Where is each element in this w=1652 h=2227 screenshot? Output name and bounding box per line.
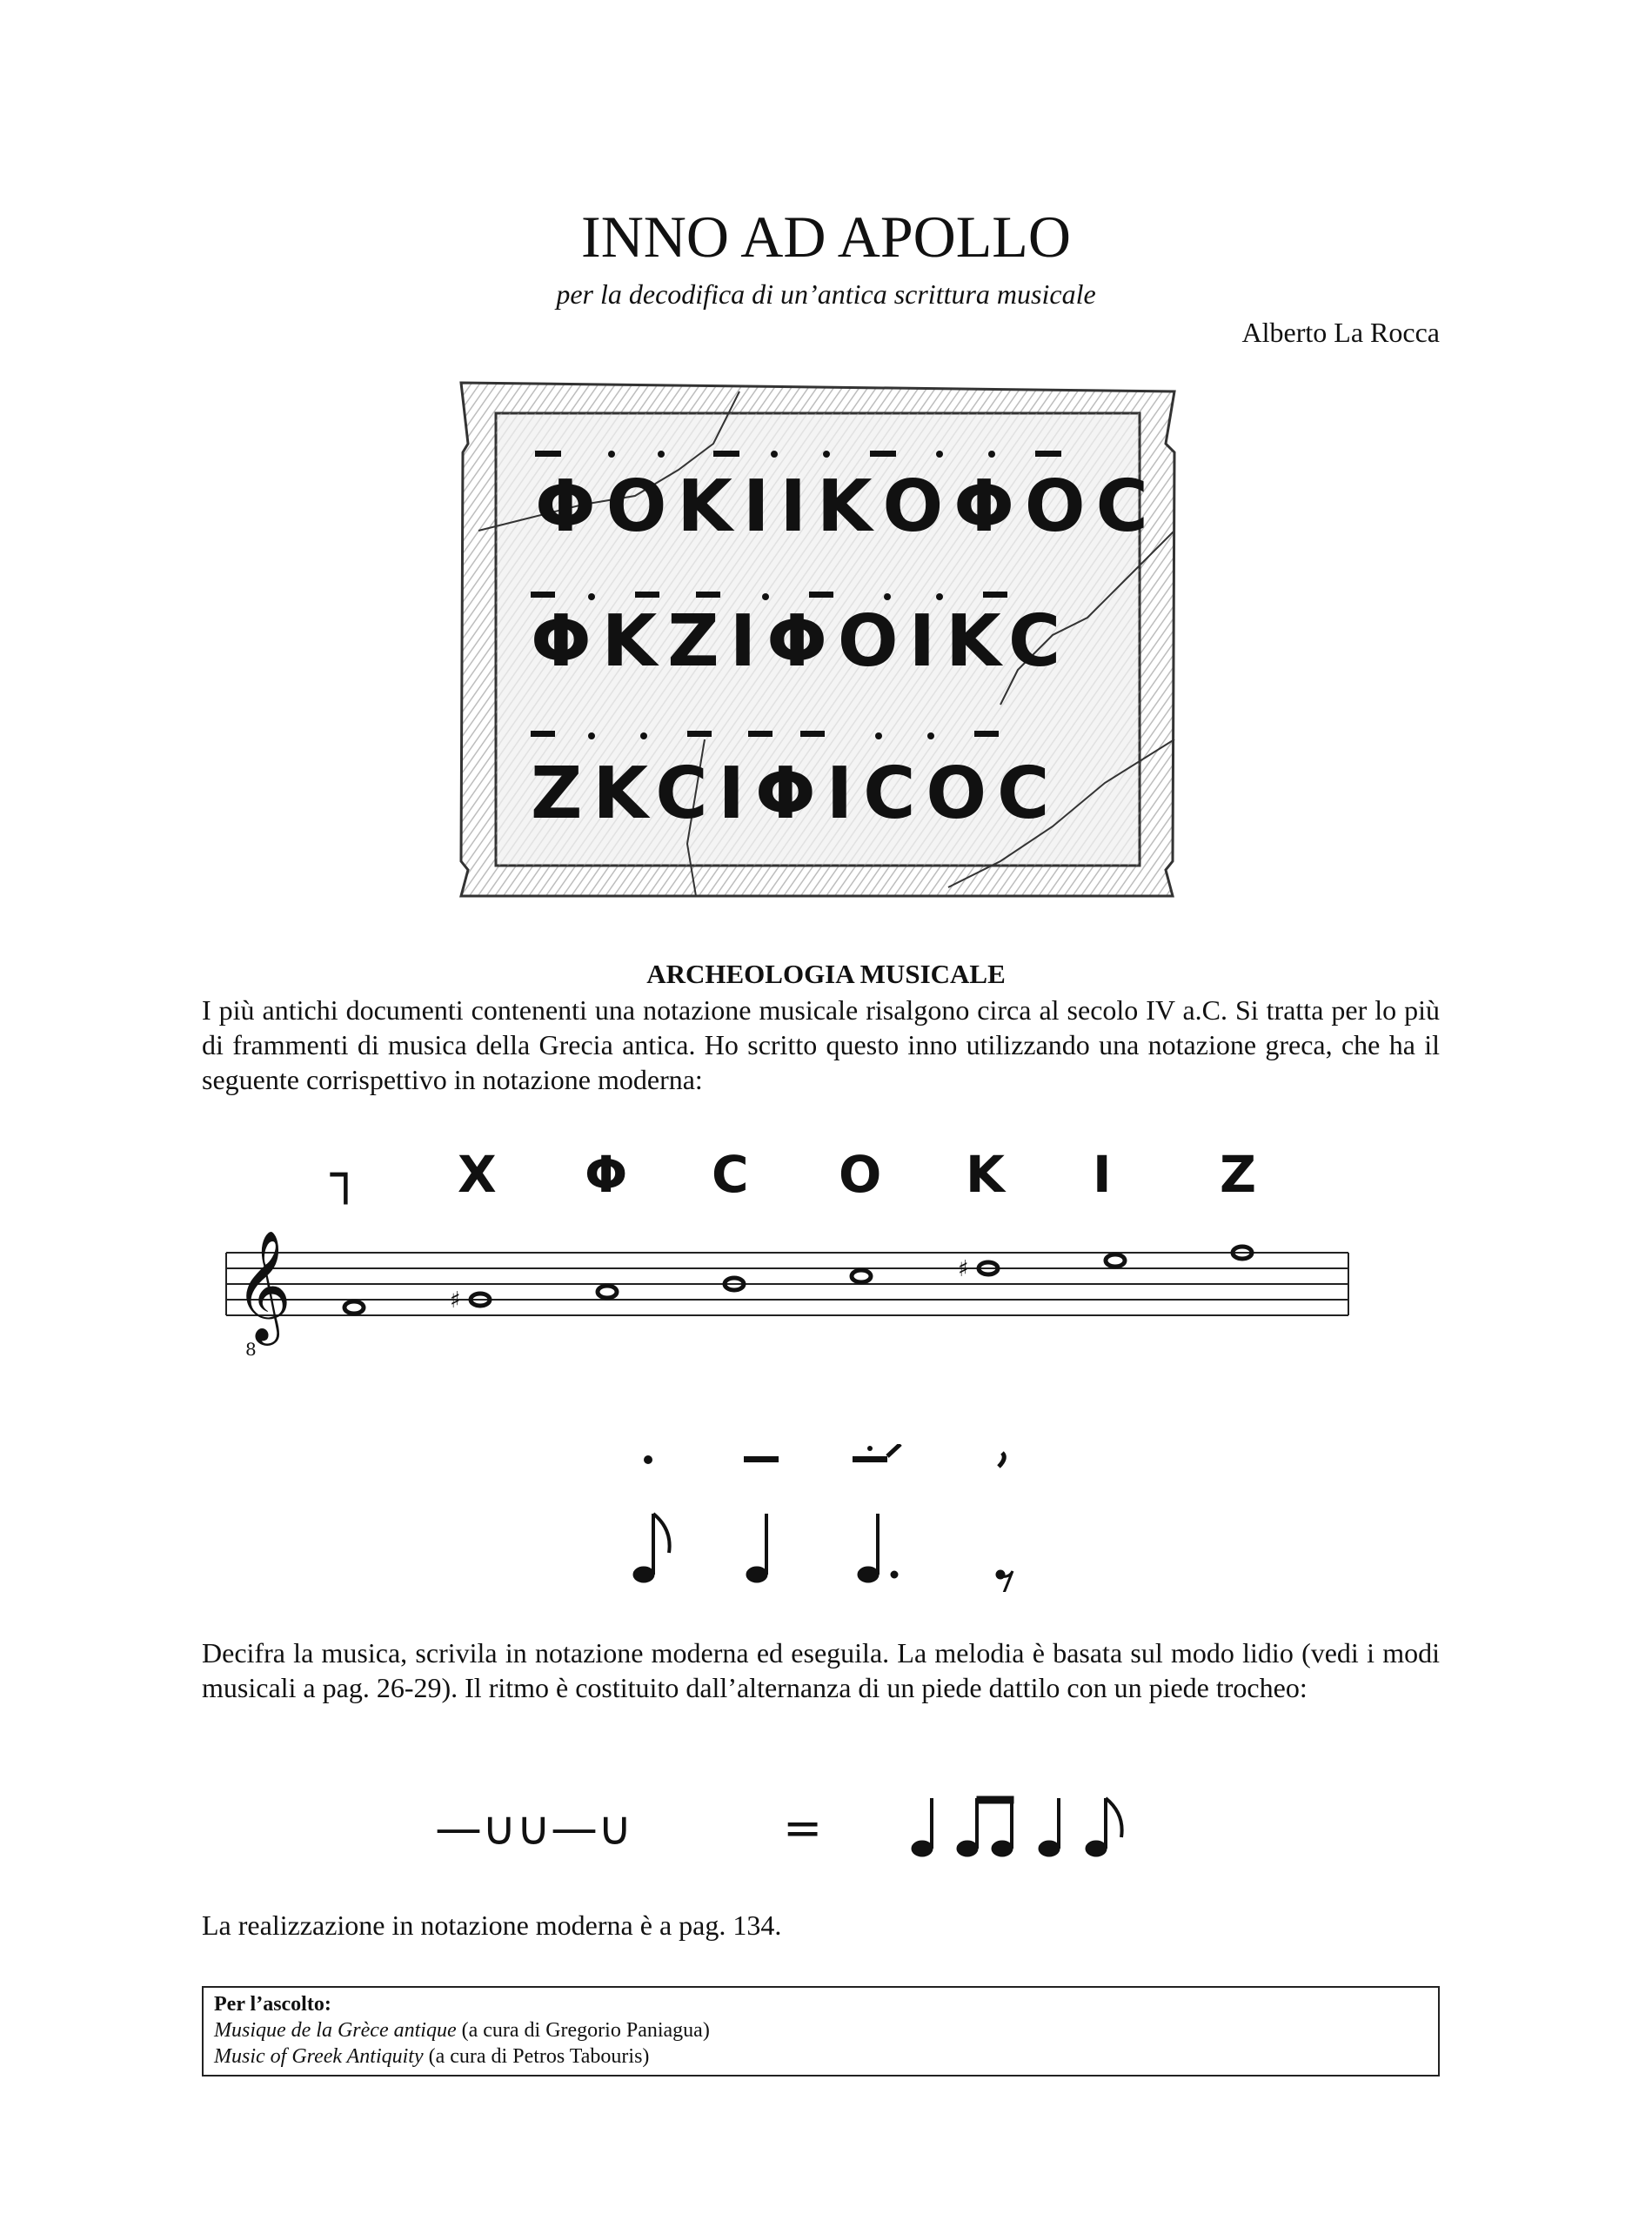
listening-item (214, 2017, 1428, 2043)
listening-references-box (202, 1986, 1440, 2077)
equals-sign: = (783, 1801, 823, 1856)
quarter-note-icon (746, 1567, 767, 1582)
pitch-symbol: ┐ (331, 1145, 361, 1204)
stone-tablet-illustration (426, 374, 1209, 913)
pitch-symbol-row (330, 1145, 1256, 1205)
note-e (344, 1301, 364, 1314)
intro-paragraph: I più antichi documenti contenenti una notazione musicale risalgono circa al secolo IV a.C. Si tratta per lo più di frammenti di musica della Grecia antica. Ho scritto questo inno utilizzando una notazione greca, che ha il seguente corrispettivo in notazione moderna: (202, 994, 1440, 1095)
pitch-symbol: Φ (585, 1145, 628, 1204)
recording-title: Musique de la Grèce antique (214, 2019, 457, 2042)
tablet-line-3: ZKCΙΦΙCΟC (531, 752, 1060, 835)
metre-rhythm-notes (912, 1796, 1122, 1856)
listening-item (214, 2043, 1428, 2070)
listening-heading: Per l’ascolto: (214, 1993, 331, 2016)
page-title: INNO AD APOLLO (581, 204, 1071, 270)
tablet-line-1: ΦΟKΙΙKΟΦΟC (535, 465, 1159, 548)
eighth-note-icon (633, 1567, 654, 1582)
metre-pattern (426, 1779, 1227, 1875)
comma-sign (999, 1453, 1004, 1467)
pitch-symbol: O (839, 1145, 882, 1204)
pitch-symbol: I (1093, 1145, 1112, 1204)
note-d (1106, 1254, 1125, 1267)
pitch-symbol: X (458, 1145, 497, 1204)
metre-symbols: —∪∪—∪ (435, 1801, 632, 1856)
eighth-note-icon (957, 1841, 978, 1856)
rhythm-durations (633, 1514, 1013, 1592)
note-g (598, 1286, 617, 1298)
page-subtitle: per la decodifica di un’antica scrittura musicale (556, 278, 1096, 310)
quarter-note-icon (1039, 1841, 1060, 1856)
rhythm-sign-correspondence (609, 1444, 1061, 1592)
tablet-line-2: ΦKZΙΦΟΙKC (531, 600, 1072, 683)
rhythm-signs (644, 1444, 1004, 1467)
pitch-symbol: C (712, 1145, 749, 1204)
treble-clef-icon: 𝄞 (235, 1229, 292, 1341)
section-heading: ARCHEOLOGIA MUSICALE (646, 959, 1006, 989)
author-name: Alberto La Rocca (1241, 317, 1440, 348)
staff-notes (344, 1247, 1252, 1314)
instructions-paragraph: Decifra la musica, scrivila in notazione moderna ed eseguila. La melodia è basata sul modo lidio (vedi i modi musicali a pag. 26-29). Il ritmo è costituito dall’alternanza di un piede dattilo con un piede trocheo: (202, 1637, 1440, 1703)
quarter-note-icon (912, 1841, 933, 1856)
recording-credit: (a cura di Gregorio Paniagua) (461, 2019, 710, 2042)
note-b (852, 1270, 871, 1282)
octave-mark: 8 (245, 1339, 257, 1360)
recording-credit: (a cura di Petros Tabouris) (428, 2045, 650, 2068)
eighth-note-icon (1086, 1841, 1107, 1856)
sharp-icon: ♯ (450, 1287, 461, 1314)
pitch-symbol: Z (1220, 1145, 1257, 1204)
pitch-symbol: K (966, 1145, 1005, 1204)
dotted-quarter-note-icon (858, 1567, 879, 1582)
recording-title: Music of Greek Antiquity (214, 2045, 424, 2068)
dot-sign (644, 1455, 652, 1464)
dash-sign (744, 1456, 779, 1462)
sharp-icon: ♯ (958, 1256, 969, 1282)
dash-hook-sign (853, 1456, 887, 1462)
eighth-note-icon (992, 1841, 1013, 1856)
notation-correspondence-staff (200, 1140, 1383, 1401)
realization-note: La realizzazione in notazione moderna è a pag. 134. (202, 1909, 782, 1941)
